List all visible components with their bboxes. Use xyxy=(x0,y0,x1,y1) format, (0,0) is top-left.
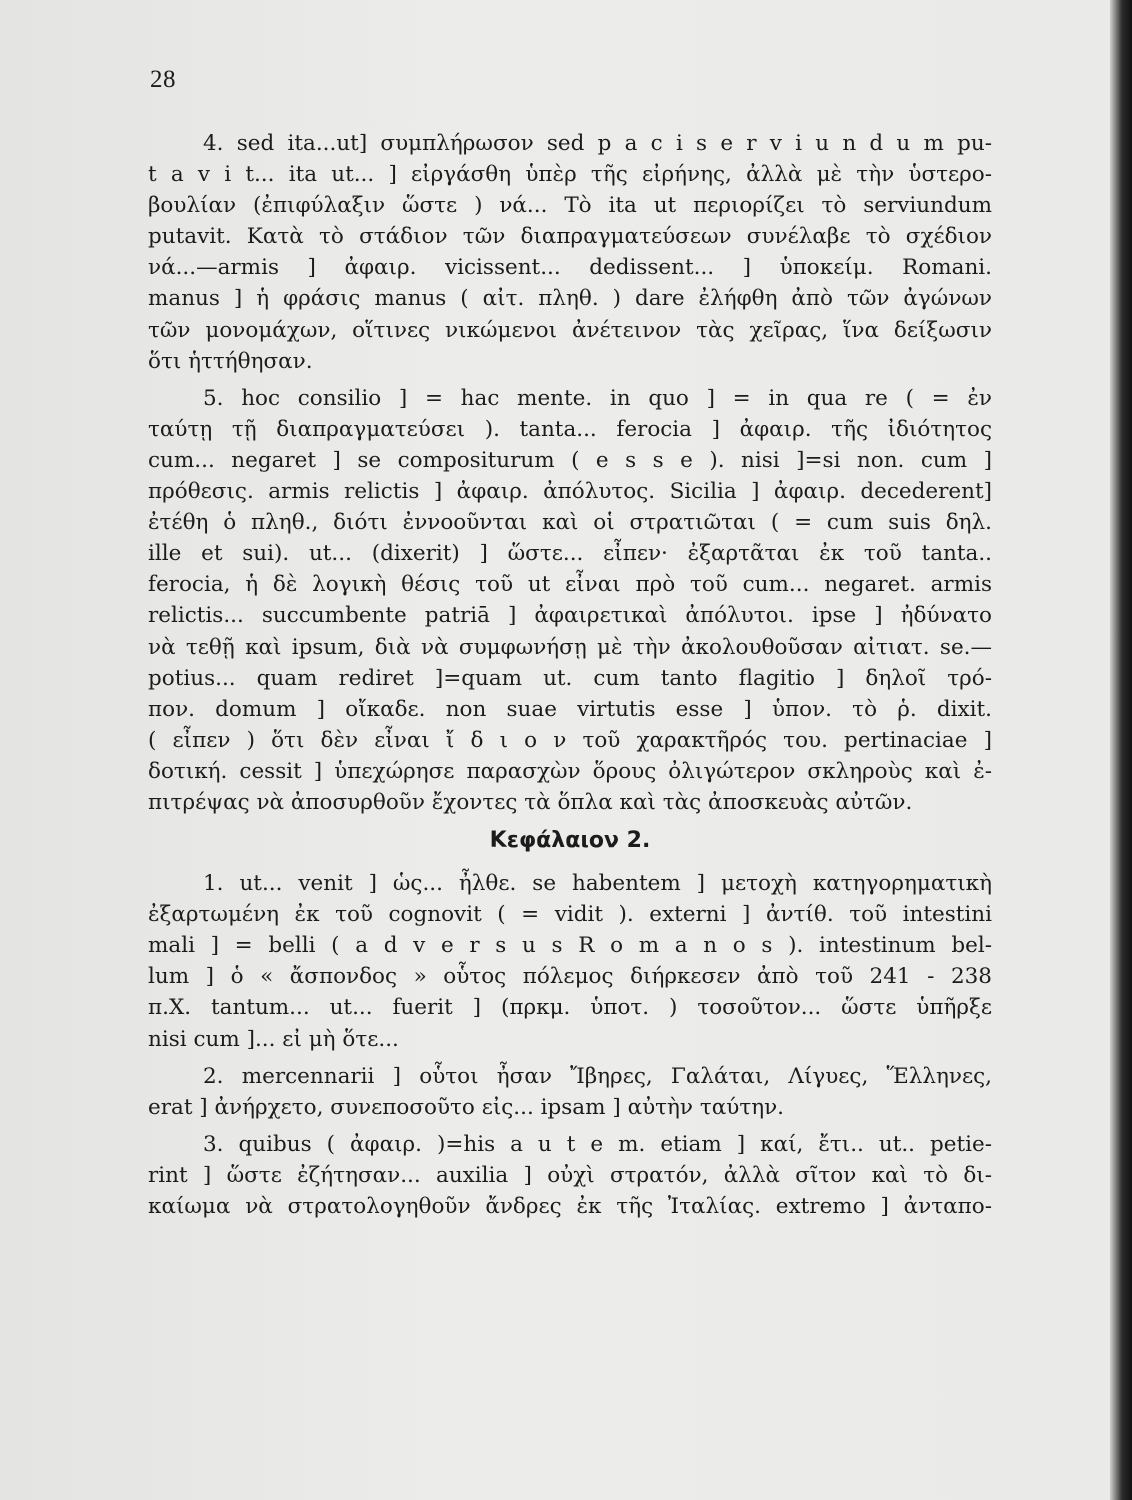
text-line: putavit. Κατὰ τὸ στάδιον τῶν διαπραγματεύσεων συνέλαβε τὸ σχέδιον xyxy=(148,224,992,250)
text-line: 2. mercennarii ] οὗτοι ἦσαν Ἴβηρες, Γαλάται, Λίγυες, Ἕλληνες, xyxy=(203,1063,992,1089)
text-line: ( εἶπεν ) ὅτι δὲν εἶναι ἴ δ ι ο ν τοῦ χαρακτῆρός του. pertinaciae ] xyxy=(148,727,992,753)
text-line: ταύτῃ τῇ διαπραγματεύσει ). tanta... ferocia ] ἀφαιρ. τῆς ἰδιότητος xyxy=(148,416,992,442)
text-line: erat ] ἀνήρχετο, συνεποσοῦτο εἰς... ipsam ] αὐτὴν ταύτην. xyxy=(148,1094,785,1120)
section-chapter-2-notes xyxy=(148,868,992,1222)
chapter-heading: Κεφάλαιον 2. xyxy=(489,828,651,854)
text-line: πρόθεσις. armis relictis ] ἀφαιρ. ἀπόλυτος. Sicilia ] ἀφαιρ. decederent] xyxy=(148,479,992,505)
text-line: νά...—armis ] ἀφαιρ. vicissent... dedissent... ] ὑποκείμ. Romani. xyxy=(148,255,992,281)
text-line: πον. domum ] οἴκαδε. non suae virtutis esse ] ὑπον. τὸ ῥ. dixit. xyxy=(148,696,992,722)
text-line: νὰ τεθῇ καὶ ipsum, διὰ νὰ συμφωνήσῃ μὲ τὴν ἀκολουθοῦσαν αἰτιατ. se.— xyxy=(148,634,992,660)
text-line: 3. quibus ( ἀφαιρ. )=his a u t e m. etiam ] καί, ἔτι.. ut.. petie- xyxy=(203,1131,992,1157)
text-line: potius... quam rediret ]=quam ut. cum tanto flagitio ] δηλοῖ τρό- xyxy=(148,665,992,691)
text-line: τῶν μονομάχων, οἵτινες νικώμενοι ἀνέτεινον τὰς χεῖρας, ἵνα δείξωσιν xyxy=(148,317,992,343)
text-line: t a v i t... ita ut... ] εἰργάσθη ὑπὲρ τῆς εἰρήνης, ἀλλὰ μὲ τὴν ὑστερο- xyxy=(148,162,992,188)
text-line: lum ] ὁ « ἄσπονδος » οὗτος πόλεμος διήρκεσεν ἀπὸ τοῦ 241 - 238 xyxy=(148,964,992,990)
text-line: cum... negaret ] se compositurum ( e s s e ). nisi ]=si non. cum ] xyxy=(148,447,992,473)
text-line: καίωμα νὰ στρατολογηθοῦν ἄνδρες ἐκ τῆς Ἰταλίας. extremo ] ἀνταπο- xyxy=(148,1194,992,1219)
text-line: rint ] ὥστε ἐζήτησαν... auxilia ] οὐχὶ στρατόν, ἀλλὰ σῖτον καὶ τὸ δι- xyxy=(148,1162,992,1188)
text-line: ferocia, ἡ δὲ λογικὴ θέσις τοῦ ut εἶναι πρὸ τοῦ cum... negaret. armis xyxy=(148,572,992,598)
text-line: nisi cum ]... εἰ μὴ ὅτε... xyxy=(148,1026,399,1052)
text-line: ille et sui). ut... (dixerit) ] ὥστε... εἶπεν· ἐξαρτᾶται ἐκ τοῦ tanta.. xyxy=(148,541,992,567)
text-line: π.Χ. tantum... ut... fuerit ] (πρκμ. ὑποτ. ) τοσοῦτον... ὥστε ὑπῆρξε xyxy=(148,995,992,1021)
text-line: 1. ut... venit ] ὡς... ἦλθε. se habentem ] μετοχὴ κατηγορηματικὴ xyxy=(203,871,992,897)
text-line: 5. hoc consilio ] = hac mente. in quo ] = in qua re ( = ἐν xyxy=(203,385,992,411)
section-chapter-1-notes xyxy=(148,128,992,818)
text-line: relictis... succumbente patriā ] ἀφαιρετικαὶ ἀπόλυτοι. ipse ] ἠδύνατο xyxy=(148,603,992,629)
page-edge-shadow xyxy=(1110,0,1132,1500)
text-line: 4. sed ita...ut] συμπλήρωσον sed p a c i s e r v i u n d u m pu- xyxy=(203,131,992,156)
text-line: ἐτέθη ὁ πληθ., διότι ἐννοοῦνται καὶ οἱ στρατιῶται ( = cum suis δηλ. xyxy=(148,510,992,536)
text-line: ὅτι ἡττήθησαν. xyxy=(148,348,313,374)
page-number: 28 xyxy=(150,66,176,93)
text-line: πιτρέψας νὰ ἀποσυρθοῦν ἔχοντες τὰ ὅπλα καὶ τὰς ἀποσκευὰς αὐτῶν. xyxy=(148,789,913,815)
text-line: ἐξαρτωμένη ἐκ τοῦ cognovit ( = vidit ). externi ] ἀντίθ. τοῦ intestini xyxy=(148,902,992,928)
commentary-text xyxy=(148,128,992,1222)
text-line: manus ] ἡ φράσις manus ( αἰτ. πληθ. ) dare ἐλήφθη ἀπὸ τῶν ἀγώνων xyxy=(148,286,992,312)
text-line: βουλίαν (ἐπιφύλαξιν ὥστε ) νά... Τὸ ita ut περιορίζει τὸ serviundum xyxy=(148,193,992,219)
text-line: δοτική. cessit ] ὑπεχώρησε παρασχὼν ὅρους ὀλιγώτερον σκληροὺς καὶ ἐ- xyxy=(148,758,992,784)
text-line: mali ] = belli ( a d v e r s u s R o m a n o s ). intestinum bel- xyxy=(148,933,992,959)
